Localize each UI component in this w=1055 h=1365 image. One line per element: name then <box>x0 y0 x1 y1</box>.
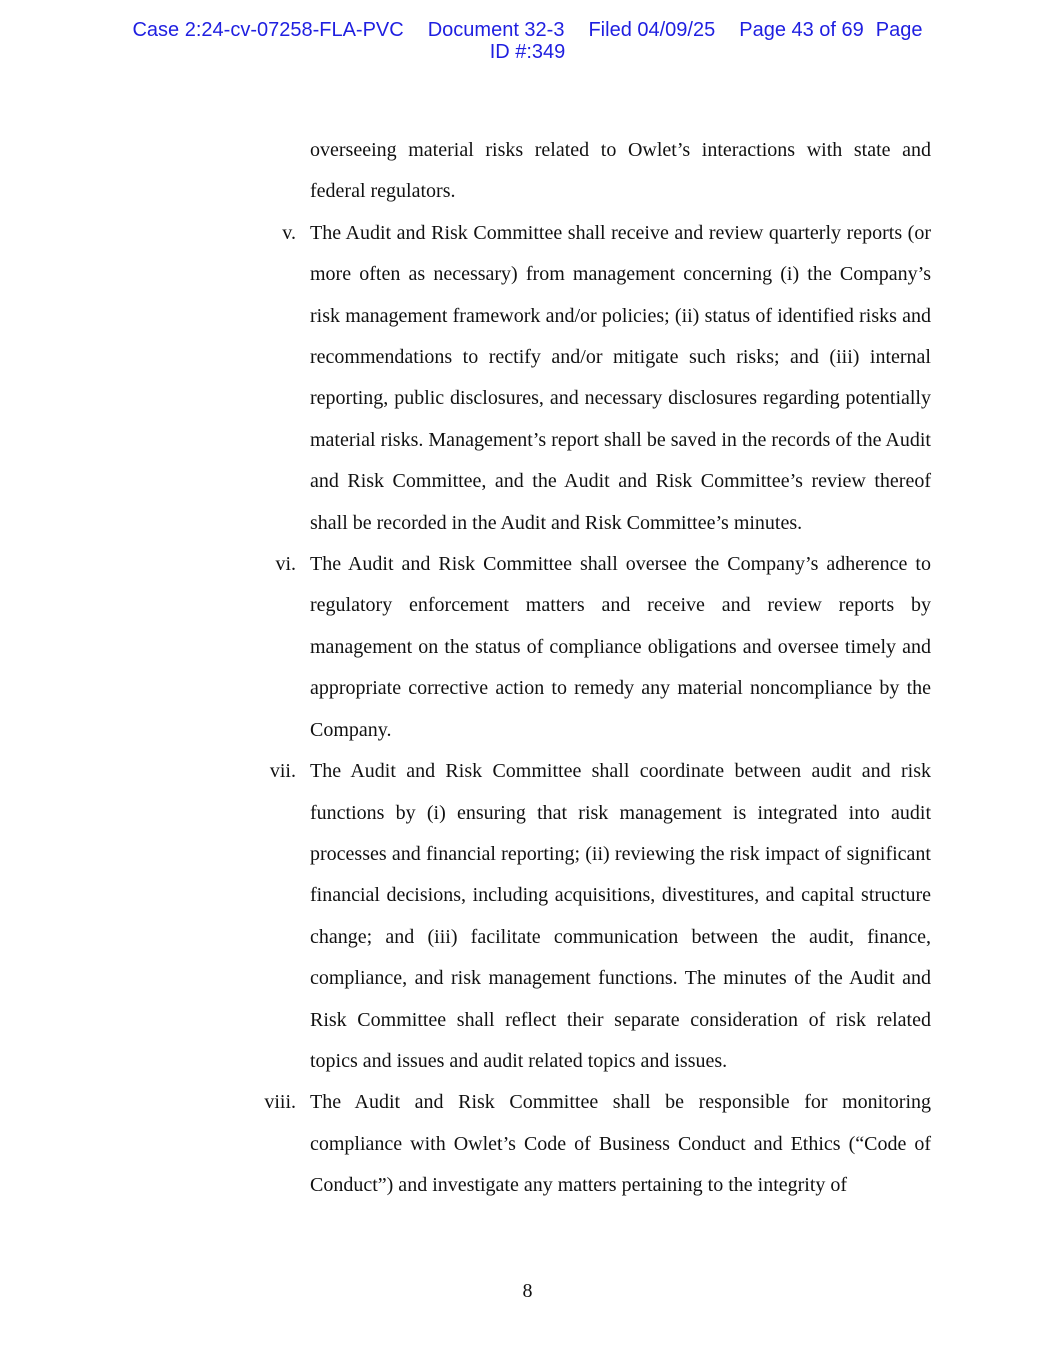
paragraph-continuation <box>310 130 931 213</box>
page-count: Page 43 of 69 <box>739 19 864 41</box>
document-id: ID #:349 <box>489 41 566 63</box>
court-filing-header <box>0 19 1055 63</box>
list-item-v <box>282 213 931 544</box>
list-item-viii <box>264 1082 931 1206</box>
case-number: Case 2:24-cv-07258-FLA-PVC <box>132 19 404 41</box>
list-item-vi <box>275 544 931 751</box>
paragraph-text: The Audit and Risk Committee shall be responsible for monitoring compliance with Owlet’s Code of Business Conduct and Ethics (“Code of Conduct”) and investigate any matters pertaining to the integrity of <box>310 1091 931 1197</box>
list-numeral: vi. <box>275 553 296 576</box>
paragraph-text: The Audit and Risk Committee shall receive and review quarterly reports (or more often as necessary) from management concerning (i) the Company’s risk management framework and/or policies; (ii) status of identified risks and recommendations to rectify and/or mitigate such risks; and (iii) internal reporting, public disclosures, and necessary disclosures regarding potentially material risks. Management’s report shall be saved in the records of the Audit and Risk Committee, and the Audit and Risk Committee’s review thereof shall be recorded in the Audit and Risk Committee’s minutes. <box>310 221 931 534</box>
filed-date: Filed 04/09/25 <box>588 19 716 41</box>
page-id-label: Page <box>875 19 923 41</box>
paragraph-text: overseeing material risks related to Owlet’s interactions with state and federal regulators. <box>310 139 931 203</box>
paragraph-text: The Audit and Risk Committee shall oversee the Company’s adherence to regulatory enforcement matters and receive and review reports by management on the status of compliance obligations and oversee timely and appropriate corrective action to remedy any material noncompliance by the Company. <box>310 553 931 741</box>
document-body <box>0 130 1055 1207</box>
paragraph-text: The Audit and Risk Committee shall coordinate between audit and risk functions by (i) ensuring that risk management is integrated into audit processes and financial reporting; (ii) reviewing the risk impact of significant financial decisions, including acquisitions, divestitures, and capital structure change; and (iii) facilitate communication between the audit, finance, compliance, and risk management functions. The minutes of the Audit and Risk Committee shall reflect their separate consideration of risk related topics and issues and audit related topics and issues. <box>310 760 931 1072</box>
list-numeral: v. <box>282 221 296 244</box>
page-number: 8 <box>522 1280 533 1302</box>
document-number: Document 32-3 <box>427 19 565 41</box>
list-numeral: viii. <box>264 1091 296 1114</box>
list-item-vii <box>269 751 931 1082</box>
list-numeral: vii. <box>269 760 296 783</box>
